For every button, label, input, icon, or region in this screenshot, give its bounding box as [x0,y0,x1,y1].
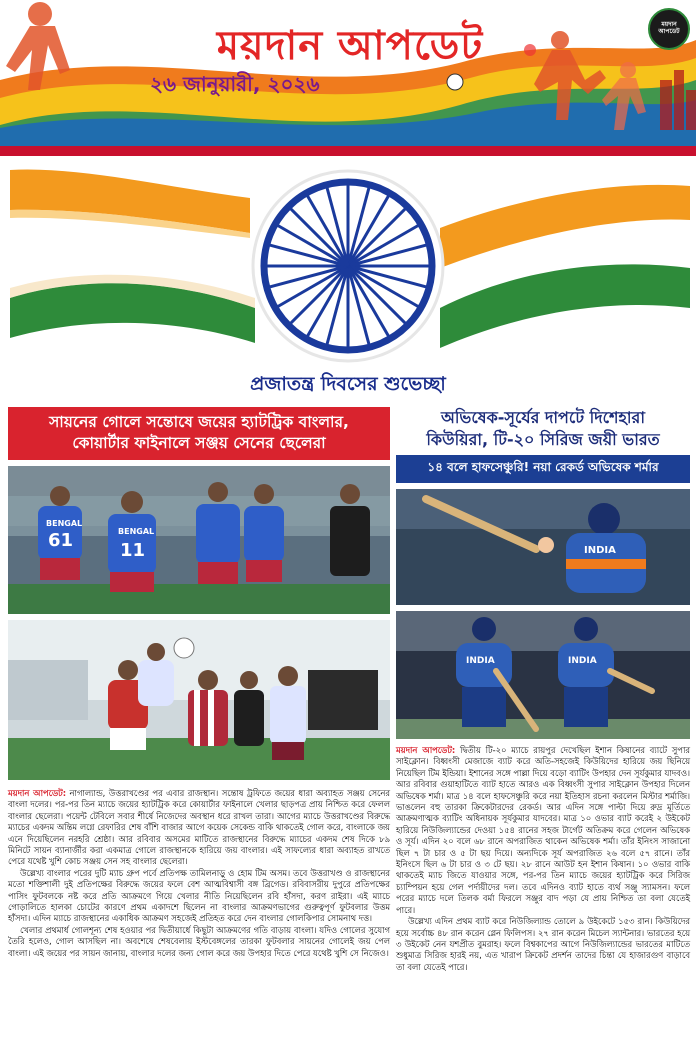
right-story [396,407,690,973]
masthead-title: ময়দান আপডেট [216,23,484,69]
left-paragraph-3: খেলার প্রথমার্ধ গোলশূন্য শেষ হওয়ার পর দ্বিতীয়ার্ধে কিছুটা আক্রমণের গতি বাড়ায় বাংলা। যদিও গোলের সুযোগ তৈরি হলেও, গোল আসছিল না। অবশেষে শেষবেলায় ইস্টবেঙ্গলের তারকা ফুটবলার সায়নের গোলেই জয় পেল বাংলা। এই জয়ের পর সায়ন জানায়, বাংলার দলের জন্য গোল করে জয় উপহার দিতে পেরে যথেষ্ট খুশি সে নিজেও। [8,924,390,958]
left-paragraph-1-text: নাগাল্যান্ড, উত্তরাখণ্ডের পর এবার রাজস্থান। সন্তোষ ট্রফিতে জয়ের ধারা অব্যাহত সঞ্জয় সেনের বাংলা দলের। পর-পর তিন ম্যাচে জয়ের হ্যাটট্রিক করে কোয়ার্টার ফাইনালে খেলার ছাড়পত্র প্রায় নিশ্চিত করে ফেলল বাংলার ছেলেরা। পয়েন্ট টেবিলে সবার শীর্ষে নিজেদের অবস্থান ধরে রাখল তারা। আগের ম্যাচে উত্তরাখণ্ডের বিরুদ্ধে ম্যাচের একদম অন্তিম লগ্নে রেফারির শেষ বাঁশি বাজার আগে কয়েক সেকেন্ড বাকি থাকতেই গোল করে, বাংলাকে জয় এনে দিয়েছিলেন নরহরি শ্রেষ্ঠা। আর রবিবার অসমের মাটিতে রাজস্থানের বিরুদ্ধে ম্যাচের একদম শেষ দিকে ৮৯ মিনিটে সায়ন ব্যানার্জীর করা একমাত্র গোলে রাজস্থানকে হারিয়ে জয় বাংলার। এই সাফল্যের ধারা অব্যাহত রাখতে পেরে যথেষ্ট খুশি কোচ সঞ্জয় সেন সহ বাংলার ছেলেরা। [8,788,390,867]
football-icon [174,638,194,658]
masthead-date: ২৬ জানুয়ারী, ২০২৬ [150,72,320,96]
ashoka-chakra-icon [253,171,443,361]
jersey-number-1: 61 [48,530,74,551]
bengal-match-action-photo [8,620,390,780]
right-dateline: ময়দান আপডেট: [396,745,456,755]
tricolor-art [0,158,696,403]
right-paragraph-2: উল্লেখ্য এদিন প্রথম ব্যাট করে নিউজিল্যান্ড তোলে ৯ উইকেটে ১৫৩ রান। কিউয়িদের হয়ে সর্বোচ্চ ৪৮ রান করেন গ্লেন ফিলিপস। ২৭ রান করেন মিচেল স্যান্টনার। ভারতের হয়ে ৩ উইকেট নেন যশপ্রীত বুমরাহ। ফলে বিশ্বকাপের আগে নিউজিল্যান্ডের ভারতের মাটিতে শুধুমাত্র সিরিজ হারই নয়, এত খারাপ ক্রিকেট প্রদর্শন তাদের চিন্তা যে হাজারগুণ বাড়াবে তা বলা যেতেই পারে। [396,916,690,972]
right-story-body [396,745,690,973]
jersey-number-2: 11 [120,540,146,561]
left-paragraph-2: উল্লেখ্য বাংলার পরের দুটি ম্যাচ গ্রুপ পর্বে প্রতিপক্ষ তামিলনাড়ু ও হোম টিম অসম। তবে উত্তরাখণ্ড ও রাজস্থানের মতো শক্তিশালী দুই প্রতিপক্ষের বিরুদ্ধে জয়ের ফলে বেশ আত্মবিশ্বাসী বঙ্গ ব্রিগেড। রবিবাসরীয় দুপুরে প্রতিপক্ষের পাসিং ফুটবলকে নষ্ট করে প্রতি আক্রমণে গিয়ে খেলার নীতি নিয়েছিলেন রবি হাঁসদা, করণ রাইরা। এই ম্যাচে গোড়ালিতে হালকা চোটের কারণে প্রথম একাদশে ছিলেন না বাংলার আক্রমণভাগের গুরুত্বপূর্ণ ফুটবলার উত্তম হাঁসদা। এদিন ম্যাচে রাজস্থানের একাধিক আক্রমণ সহজেই প্রতিহত করে দেন বাংলার গোলকিপার সোমনাথ দত্ত। [8,867,390,924]
left-story-body [8,788,390,959]
left-story [8,407,390,959]
jersey-text-2: BENGAL [118,527,155,536]
right-headline-line1: অভিষেক-সূর্যের দাপটে দিশেহারা [440,408,646,427]
masthead-logo: ময়দান আপডেট [648,8,690,50]
jersey-text-india-3: INDIA [568,656,597,666]
republic-day-greeting: প্রজাতন্ত্র দিবসের শুভেচ্ছা [250,373,446,395]
masthead-divider [0,146,696,156]
abhishek-batting-photo [396,489,690,605]
right-headline-line2: কিউয়িরা, টি-২০ সিরিজ জয়ী ভারত [426,430,660,449]
jersey-text-1: BENGAL [46,519,83,528]
right-paragraph-1-text: দ্বিতীয় টি-২০ ম্যাচে রায়পুর দেখেছিল ইশান কিষানের ব্যাটে সুপার সাইক্লোন। বিধ্বংসী মেজাজে ব্যাট করে অতি-সহজেই কিউয়িদের হারিয়ে জয় ছিনিয়ে নিয়েছিল টিম ইন্ডিয়া। ইশানের সঙ্গে পাল্লা দিয়ে বড়ো ব্যাটিং উপহার দেন সূর্যকুমার যাদবও। আর রবিবার গুয়াহাটিতে ব্যাট হাতে আরও এক বিধ্বংসী সুপার সাইক্লোন উপহার দিলেন অভিষেক শর্মা। মাত্র ১৪ বলে হাফসেঞ্চুরি করে নয়া ইতিহাস রচনা করলেন মিস্টার শর্মাজি। ভাঙলেন বহু তারকা ক্রিকেটারদের রেকর্ড। আর এদিন সঙ্গে পাল্টা দিয়ে রুদ্র মূর্তিতে আক্রমণাত্মক ব্যাটিং অধিনায়ক সূর্যকুমার যাদবের। মাত্র ১০ ওভার ব্যাট করেই ২ উইকেট হারিয়ে নিউজিল্যান্ডের দেওয়া ১৫৪ রানের সহজ টার্গেট অতিক্রম করে গেলেন অভিষেক ও সূর্য। এদিন ২০ বলে ৬৮ রানে অপরাজিত থাকেন অভিষেক শর্মা। তাঁর ইনিংস সাজানো ছিল ৭ টা চার ও ৫ টা ছয় দিয়ে। অন্যদিকে সূর্য অপরাজিত ২৬ বলে ৫৭ রানে। তাঁর ইনিংসে ছিল ৬ টা চার ও ৩ টে ছয়। ২৮ রানে আউট হন ইশান কিষান। ১০ ওভার বাকি থাকতেই ম্যাচ জিতে যাওয়ার সঙ্গে, পর-পর তিন ম্যাচে জয়ের হ্যাটট্রিক করে সিরিজ চ্যাম্পিয়ন হয়ে গেল পর্দায়ীদের দল। তবে এদিনও ব্যাট হাতে ব্যর্থ সঞ্জু স্যামসন। ফলে পরের ম্যাচে দলে তিলক বর্মা ফিরলে সঞ্জুর বাদ পড়া যে প্রায় নিশ্চিত তা বলা যেতেই পারে। [396,745,690,915]
left-paragraph-1 [8,788,390,868]
masthead [0,0,696,158]
right-subheadline: ১৪ বলে হাফসেঞ্চুরি! নয়া রেকর্ড অভিষেক শর্মার [396,455,690,483]
bengal-team-photo [8,466,390,614]
jersey-text-india-2: INDIA [466,656,495,666]
right-paragraph-1 [396,745,690,916]
jersey-text-india-1: INDIA [584,545,616,556]
left-headline [8,407,390,460]
left-headline-line2: কোয়ার্টার ফাইনালে সঞ্জয় সেনের ছেলেরা [72,434,326,452]
abhishek-surya-photo [396,611,690,739]
left-headline-line1: সায়নের গোলে সন্তোষে জয়ের হ্যাটট্রিক বাংলার, [49,413,349,431]
right-headline [396,407,690,451]
republic-day-banner [0,158,696,403]
left-dateline: ময়দান আপডেট: [8,788,67,798]
